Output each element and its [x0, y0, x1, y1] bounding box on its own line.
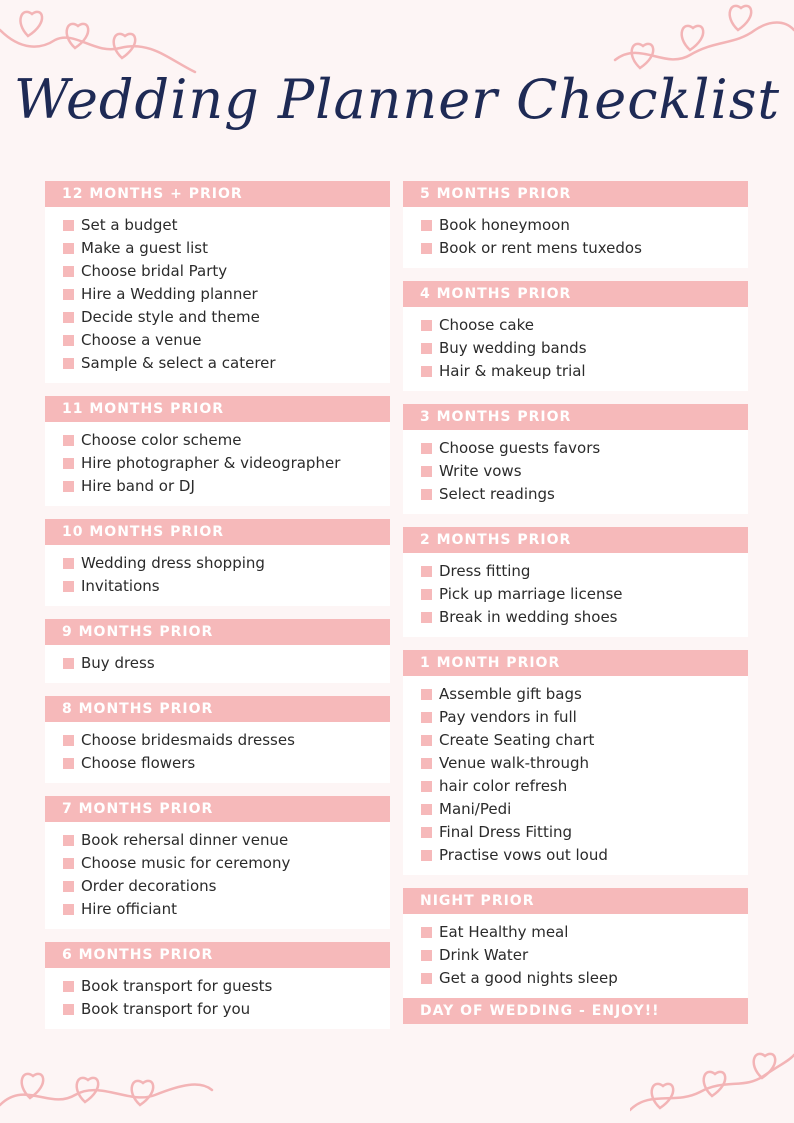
section-heading: 2 MONTHS PRIOR [403, 527, 748, 553]
page-title: Wedding Planner Checklist [13, 68, 781, 131]
checkbox-icon[interactable] [63, 335, 74, 346]
checklist-item-label: Practise vows out loud [439, 846, 608, 864]
checkbox-icon[interactable] [63, 758, 74, 769]
checklist-item-label: Hire band or DJ [81, 477, 195, 495]
checklist-item-label: Break in wedding shoes [439, 608, 618, 626]
checklist-item-label: Venue walk-through [439, 754, 589, 772]
checklist-item [421, 437, 748, 460]
checklist-item-label: Sample & select a caterer [81, 354, 276, 372]
checklist-item-label: Choose cake [439, 316, 534, 334]
checklist-section [403, 404, 748, 514]
checklist-items [45, 968, 390, 1029]
checkbox-icon[interactable] [63, 835, 74, 846]
checkbox-icon[interactable] [421, 804, 432, 815]
checklist-item-label: Final Dress Fitting [439, 823, 573, 841]
checkbox-icon[interactable] [63, 735, 74, 746]
checklist-items [45, 422, 390, 506]
section-heading: 9 MONTHS PRIOR [45, 619, 390, 645]
heart-swirl-icon [0, 1050, 215, 1123]
checklist-items [45, 545, 390, 606]
checklist-item [63, 998, 390, 1021]
checkbox-icon[interactable] [63, 458, 74, 469]
checklist-items [403, 307, 748, 391]
checklist-item-label: Create Seating chart [439, 731, 595, 749]
checklist-item [421, 729, 748, 752]
checkbox-icon[interactable] [421, 589, 432, 600]
section-heading: 7 MONTHS PRIOR [45, 796, 390, 822]
section-heading: 5 MONTHS PRIOR [403, 181, 748, 207]
checklist-item-label: Choose guests favors [439, 439, 601, 457]
checklist-item-label: Choose flowers [81, 754, 196, 772]
checklist-item [63, 575, 390, 598]
checklist-item [421, 560, 748, 583]
checklist-item-label: Get a good nights sleep [439, 969, 618, 987]
checkbox-icon[interactable] [421, 712, 432, 723]
section-heading: 1 MONTH PRIOR [403, 650, 748, 676]
checklist-item [421, 214, 748, 237]
left-column [45, 181, 390, 1042]
checklist-item [421, 360, 748, 383]
section-heading: 6 MONTHS PRIOR [45, 942, 390, 968]
checklist-items [45, 207, 390, 383]
checklist-section [45, 619, 390, 683]
right-column [403, 181, 748, 1024]
checkbox-icon[interactable] [63, 858, 74, 869]
section-heading: 10 MONTHS PRIOR [45, 519, 390, 545]
checklist-section [45, 942, 390, 1029]
checklist-item-label: Dress fitting [439, 562, 531, 580]
checkbox-icon[interactable] [63, 981, 74, 992]
checklist-item [63, 329, 390, 352]
checklist-item-label: Book honeymoon [439, 216, 570, 234]
checklist-item [421, 583, 748, 606]
checklist-item-label: Assemble gift bags [439, 685, 582, 703]
checklist-item [63, 475, 390, 498]
checklist-item [421, 237, 748, 260]
checklist-item-label: hair color refresh [439, 777, 568, 795]
checklist-item [63, 875, 390, 898]
checklist-item-label: Choose bridal Party [81, 262, 228, 280]
checklist-items [403, 914, 748, 998]
checklist-item-label: Eat Healthy meal [439, 923, 569, 941]
checklist-item-label: Hire officiant [81, 900, 177, 918]
checklist-item [421, 775, 748, 798]
checklist-item [421, 944, 748, 967]
checklist-items [45, 822, 390, 929]
checklist-item [421, 460, 748, 483]
heart-swirl-icon [630, 1030, 794, 1123]
checklist-items [403, 676, 748, 875]
checklist-item-label: Book transport for you [81, 1000, 251, 1018]
checklist-item-label: Choose color scheme [81, 431, 242, 449]
checklist-section [403, 281, 748, 391]
checkbox-icon[interactable] [421, 366, 432, 377]
checklist-item [421, 706, 748, 729]
checkbox-icon[interactable] [421, 566, 432, 577]
checkbox-icon[interactable] [421, 927, 432, 938]
checklist-item [63, 352, 390, 375]
checklist-section [403, 527, 748, 637]
checklist-item-label: Hire a Wedding planner [81, 285, 258, 303]
checklist-section [45, 696, 390, 783]
checklist-items [403, 207, 748, 268]
checklist-item [63, 237, 390, 260]
checklist-item [63, 975, 390, 998]
checklist-item [63, 306, 390, 329]
checklist-item [63, 752, 390, 775]
checklist-item-label: Mani/Pedi [439, 800, 512, 818]
checklist-item-label: Book transport for guests [81, 977, 273, 995]
checklist-item-label: Pay vendors in full [439, 708, 577, 726]
checklist-item [63, 652, 390, 675]
checkbox-icon[interactable] [421, 343, 432, 354]
final-banner: DAY OF WEDDING - ENJOY!! [403, 998, 748, 1024]
checkbox-icon[interactable] [63, 581, 74, 592]
checkbox-icon[interactable] [63, 1004, 74, 1015]
checklist-item [63, 552, 390, 575]
checklist-section [45, 796, 390, 929]
checkbox-icon[interactable] [63, 658, 74, 669]
checklist-item-label: Wedding dress shopping [81, 554, 265, 572]
checklist-item-label: Book or rent mens tuxedos [439, 239, 642, 257]
checkbox-icon[interactable] [63, 481, 74, 492]
checklist-item-label: Order decorations [81, 877, 217, 895]
checklist-item-label: Choose music for ceremony [81, 854, 291, 872]
checklist-item [63, 852, 390, 875]
checklist-section [45, 519, 390, 606]
checkbox-icon[interactable] [63, 289, 74, 300]
checklist-item [63, 452, 390, 475]
checklist-section [45, 396, 390, 506]
checkbox-icon[interactable] [421, 689, 432, 700]
checklist-item [421, 606, 748, 629]
checkbox-icon[interactable] [421, 735, 432, 746]
checkbox-icon[interactable] [421, 781, 432, 792]
checkbox-icon[interactable] [421, 850, 432, 861]
checklist-item-label: Set a budget [81, 216, 178, 234]
checklist-item [421, 337, 748, 360]
checklist-item [421, 798, 748, 821]
checkbox-icon[interactable] [421, 466, 432, 477]
checklist-item-label: Choose bridesmaids dresses [81, 731, 295, 749]
checklist-item [421, 821, 748, 844]
checkbox-icon[interactable] [421, 827, 432, 838]
checkbox-icon[interactable] [421, 489, 432, 500]
checkbox-icon[interactable] [421, 612, 432, 623]
checklist-item-label: Decide style and theme [81, 308, 260, 326]
section-heading: NIGHT PRIOR [403, 888, 748, 914]
checkbox-icon[interactable] [421, 973, 432, 984]
section-heading: 3 MONTHS PRIOR [403, 404, 748, 430]
checklist-item [421, 483, 748, 506]
checkbox-icon[interactable] [63, 881, 74, 892]
checklist-item-label: Invitations [81, 577, 160, 595]
checklist-item-label: Select readings [439, 485, 555, 503]
checklist-item-label: Buy wedding bands [439, 339, 587, 357]
checklist-items [45, 722, 390, 783]
checkbox-icon[interactable] [63, 312, 74, 323]
checklist-item-label: Book rehersal dinner venue [81, 831, 289, 849]
checklist-items [403, 553, 748, 637]
section-heading: 8 MONTHS PRIOR [45, 696, 390, 722]
checklist-item-label: Buy dress [81, 654, 155, 672]
checkbox-icon[interactable] [421, 243, 432, 254]
checklist-items [403, 430, 748, 514]
checklist-item [421, 752, 748, 775]
checkbox-icon[interactable] [63, 243, 74, 254]
checklist-item [63, 214, 390, 237]
checklist-section [403, 888, 748, 998]
checklist-item [63, 898, 390, 921]
checklist-item [421, 921, 748, 944]
checklist-item-label: Hire photographer & videographer [81, 454, 341, 472]
checklist-section [403, 181, 748, 268]
checklist-item-label: Write vows [439, 462, 522, 480]
checkbox-icon[interactable] [421, 758, 432, 769]
checklist-item [421, 844, 748, 867]
checkbox-icon[interactable] [63, 358, 74, 369]
checkbox-icon[interactable] [421, 950, 432, 961]
checklist-item-label: Hair & makeup trial [439, 362, 586, 380]
checklist-item-label: Choose a venue [81, 331, 202, 349]
checkbox-icon[interactable] [63, 435, 74, 446]
checklist-item-label: Pick up marriage license [439, 585, 623, 603]
checkbox-icon[interactable] [63, 904, 74, 915]
checklist-item [63, 260, 390, 283]
checklist-item [63, 729, 390, 752]
checklist-item-label: Make a guest list [81, 239, 208, 257]
section-heading: 11 MONTHS PRIOR [45, 396, 390, 422]
checklist-item [421, 314, 748, 337]
checkbox-icon[interactable] [421, 320, 432, 331]
checklist-item [63, 429, 390, 452]
checkbox-icon[interactable] [63, 266, 74, 277]
checkbox-icon[interactable] [63, 220, 74, 231]
checklist-item [63, 829, 390, 852]
section-heading: 4 MONTHS PRIOR [403, 281, 748, 307]
checkbox-icon[interactable] [63, 558, 74, 569]
checklist-section [45, 181, 390, 383]
checklist-item [421, 683, 748, 706]
checklist-item [421, 967, 748, 990]
checklist-section [403, 650, 748, 875]
checkbox-icon[interactable] [421, 443, 432, 454]
section-heading: 12 MONTHS + PRIOR [45, 181, 390, 207]
checklist-item-label: Drink Water [439, 946, 529, 964]
checklist-item [63, 283, 390, 306]
checklist-items [45, 645, 390, 683]
checkbox-icon[interactable] [421, 220, 432, 231]
